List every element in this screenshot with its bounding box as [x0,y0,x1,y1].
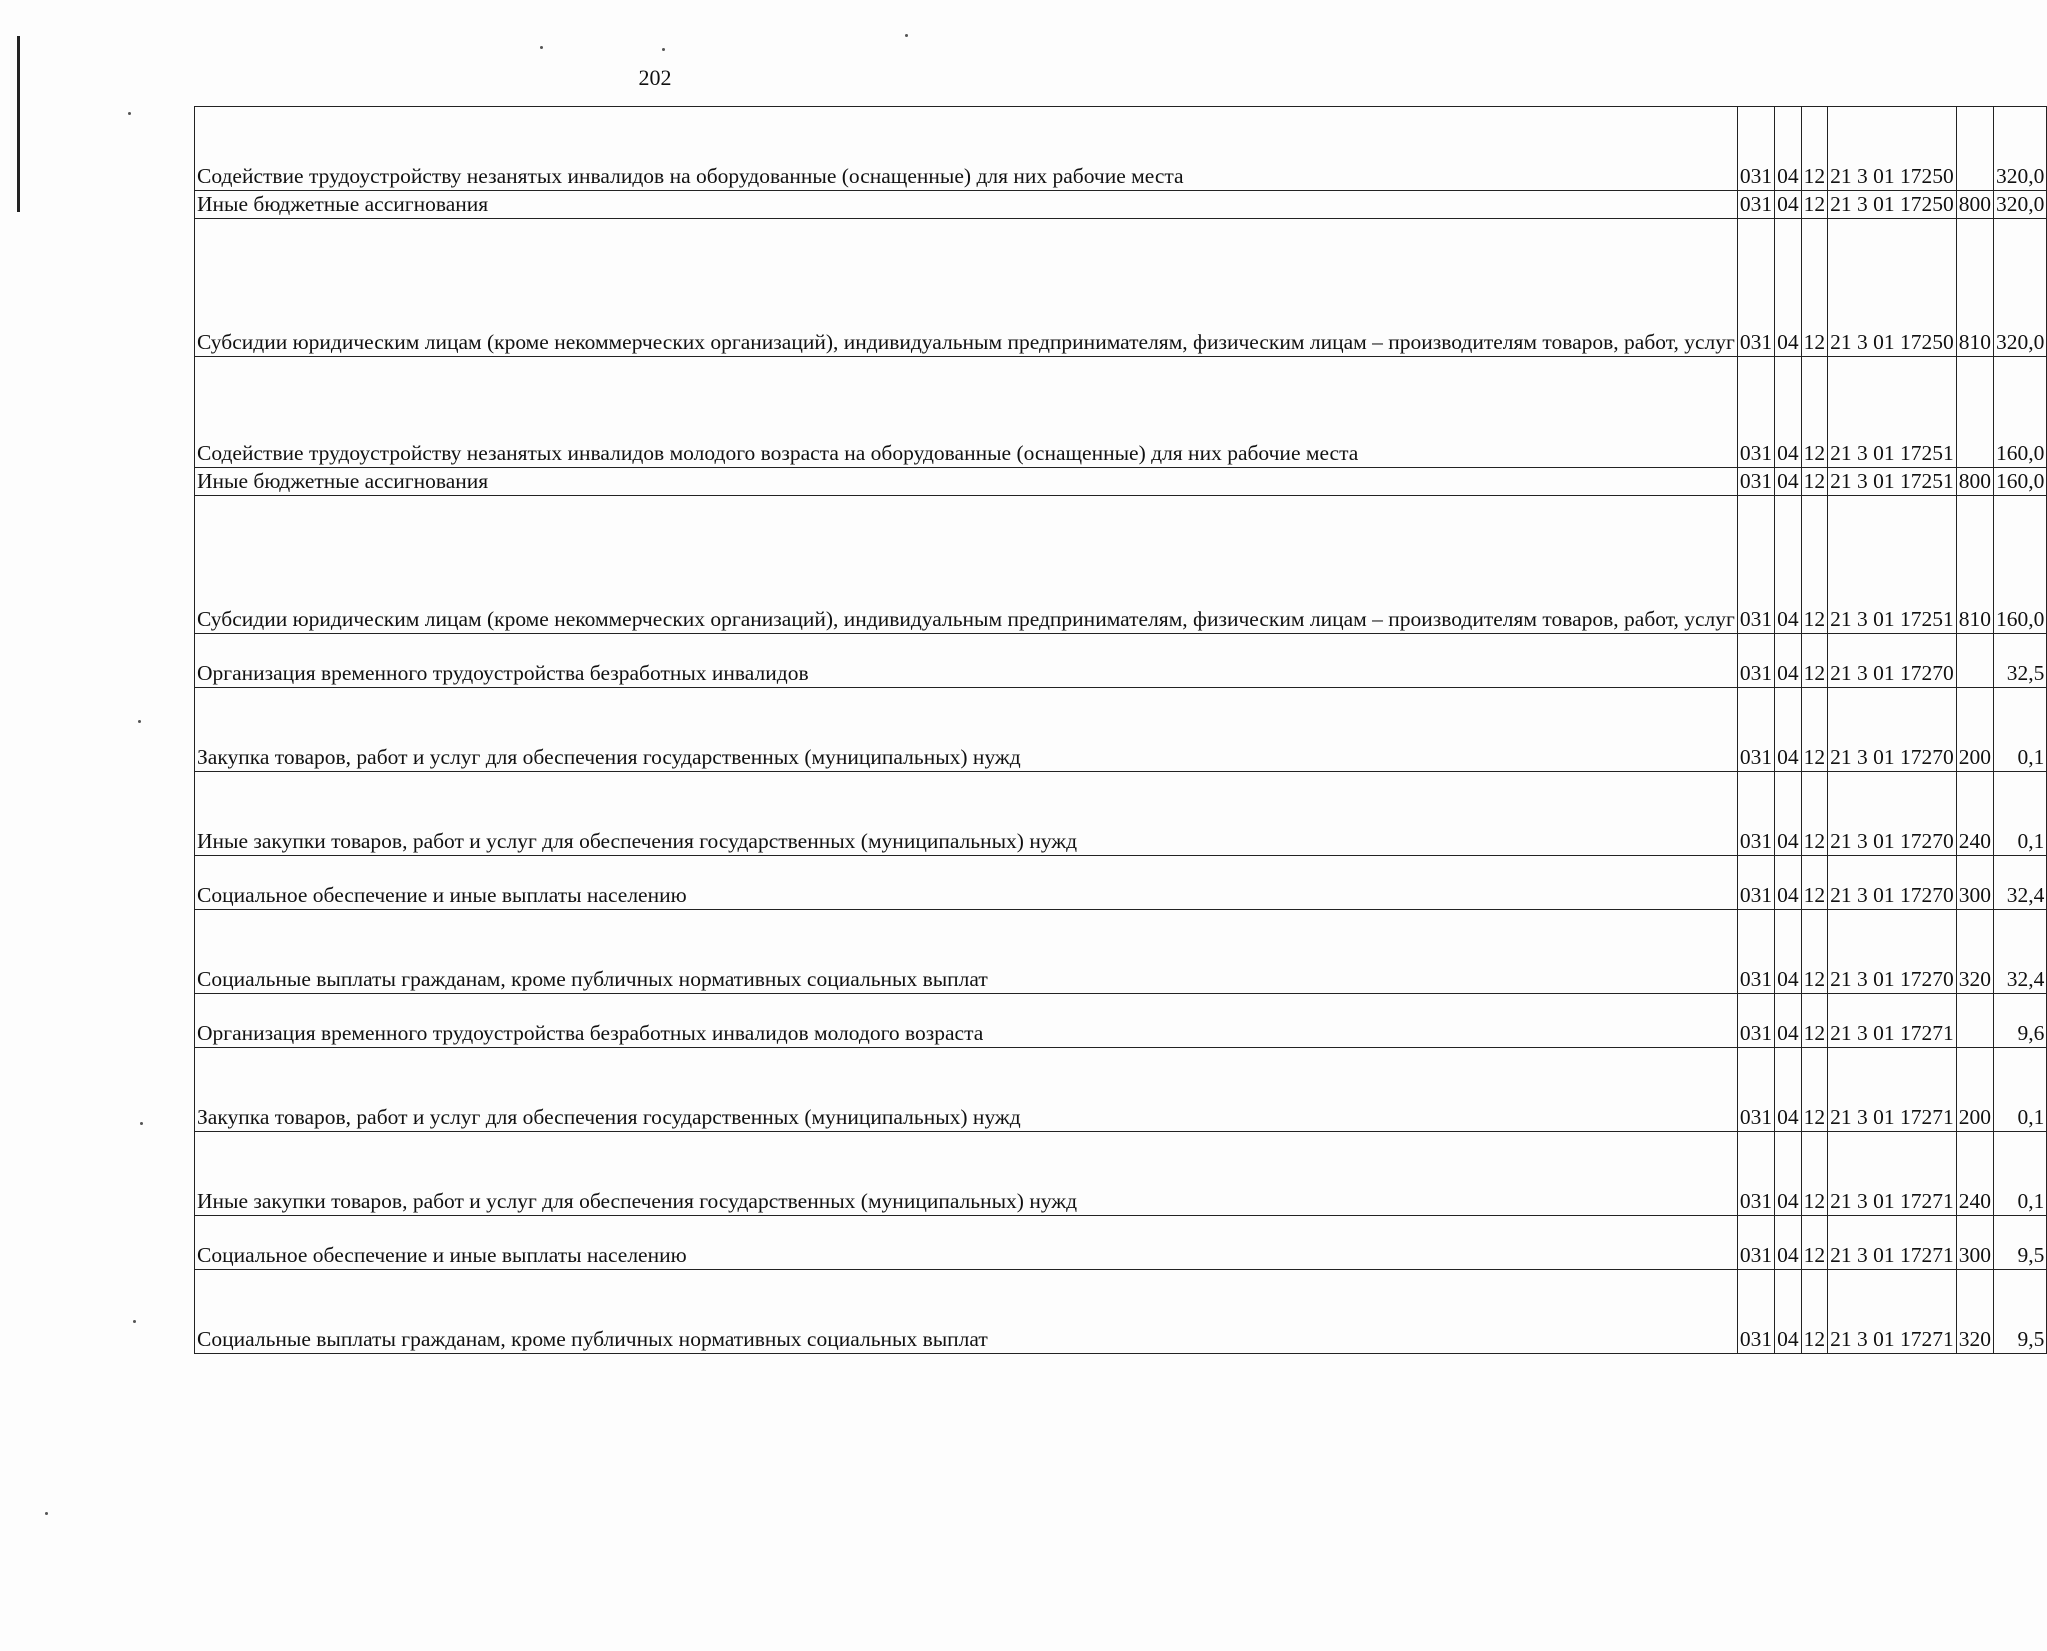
ministry-code: 031 [1737,468,1774,496]
row-name: Иные бюджетные ассигнования [195,191,1738,219]
section-code: 04 [1775,1048,1802,1132]
subsection-code: 12 [1801,994,1828,1048]
section-code: 04 [1775,107,1802,191]
row-name: Закупка товаров, работ и услуг для обеспечения государственных (муниципальных) нужд [195,1048,1738,1132]
section-code: 04 [1775,856,1802,910]
row-name: Содействие трудоустройству незанятых инвалидов молодого возраста на оборудованные (оснащенные) для них рабочие места [195,357,1738,468]
amount-value: 0,1 [1993,688,2046,772]
section-code: 04 [1775,1132,1802,1216]
section-code: 04 [1775,634,1802,688]
expense-type-code [1956,994,1993,1048]
amount-value: 9,6 [1993,994,2046,1048]
table-row [195,856,2047,910]
row-name: Закупка товаров, работ и услуг для обеспечения государственных (муниципальных) нужд [195,688,1738,772]
subsection-code: 12 [1801,1132,1828,1216]
program-code: 21 3 01 17270 [1828,910,1957,994]
program-code: 21 3 01 17271 [1828,1216,1957,1270]
program-code: 21 3 01 17271 [1828,1132,1957,1216]
table-row [195,1132,2047,1216]
program-code: 21 3 01 17271 [1828,1048,1957,1132]
ministry-code: 031 [1737,856,1774,910]
program-code: 21 3 01 17270 [1828,688,1957,772]
expense-type-code: 240 [1956,1132,1993,1216]
table-body [195,107,2047,1354]
amount-value: 0,1 [1993,772,2046,856]
row-name: Социальные выплаты гражданам, кроме публичных нормативных социальных выплат [195,1270,1738,1354]
expense-type-code: 320 [1956,1270,1993,1354]
ministry-code: 031 [1737,107,1774,191]
expense-type-code: 810 [1956,219,1993,357]
subsection-code: 12 [1801,357,1828,468]
table-row [195,910,2047,994]
subsection-code: 12 [1801,772,1828,856]
table-row [195,1216,2047,1270]
section-code: 04 [1775,357,1802,468]
program-code: 21 3 01 17250 [1828,191,1957,219]
subsection-code: 12 [1801,191,1828,219]
table-row [195,1270,2047,1354]
expense-type-code: 200 [1956,1048,1993,1132]
row-name: Социальные выплаты гражданам, кроме публичных нормативных социальных выплат [195,910,1738,994]
amount-value: 32,4 [1993,856,2046,910]
program-code: 21 3 01 17271 [1828,1270,1957,1354]
budget-table [194,106,2047,1354]
table-row [195,772,2047,856]
row-name: Иные закупки товаров, работ и услуг для обеспечения государственных (муниципальных) нужд [195,1132,1738,1216]
ministry-code: 031 [1737,772,1774,856]
expense-type-code [1956,634,1993,688]
ministry-code: 031 [1737,1132,1774,1216]
section-code: 04 [1775,496,1802,634]
scan-speck [662,48,665,51]
amount-value: 160,0 [1993,357,2046,468]
table-row [195,468,2047,496]
row-name: Содействие трудоустройству незанятых инвалидов на оборудованные (оснащенные) для них рабочие места [195,107,1738,191]
ministry-code: 031 [1737,219,1774,357]
scan-speck [138,720,141,723]
amount-value: 320,0 [1993,107,2046,191]
subsection-code: 12 [1801,107,1828,191]
section-code: 04 [1775,1270,1802,1354]
expense-type-code [1956,107,1993,191]
section-code: 04 [1775,468,1802,496]
amount-value: 0,1 [1993,1132,2046,1216]
section-code: 04 [1775,772,1802,856]
program-code: 21 3 01 17250 [1828,219,1957,357]
ministry-code: 031 [1737,496,1774,634]
subsection-code: 12 [1801,634,1828,688]
expense-type-code: 800 [1956,191,1993,219]
amount-value: 9,5 [1993,1270,2046,1354]
row-name: Иные бюджетные ассигнования [195,468,1738,496]
amount-value: 0,1 [1993,1048,2046,1132]
scan-speck [133,1320,136,1323]
row-name: Иные закупки товаров, работ и услуг для обеспечения государственных (муниципальных) нужд [195,772,1738,856]
program-code: 21 3 01 17250 [1828,107,1957,191]
ministry-code: 031 [1737,1048,1774,1132]
section-code: 04 [1775,994,1802,1048]
row-name: Социальное обеспечение и иные выплаты населению [195,856,1738,910]
amount-value: 320,0 [1993,191,2046,219]
expense-type-code: 240 [1956,772,1993,856]
ministry-code: 031 [1737,910,1774,994]
ministry-code: 031 [1737,994,1774,1048]
table-row [195,219,2047,357]
scan-speck [140,1122,143,1125]
row-name: Субсидии юридическим лицам (кроме некоммерческих организаций), индивидуальным предпринимателям, физическим лицам – производителям товаров, работ, услуг [195,496,1738,634]
ministry-code: 031 [1737,1216,1774,1270]
section-code: 04 [1775,910,1802,994]
subsection-code: 12 [1801,1048,1828,1132]
subsection-code: 12 [1801,219,1828,357]
program-code: 21 3 01 17270 [1828,634,1957,688]
scan-margin-bar [17,36,20,212]
scan-speck [45,1512,48,1515]
table-row [195,357,2047,468]
table-row [195,1048,2047,1132]
subsection-code: 12 [1801,688,1828,772]
expense-type-code: 800 [1956,468,1993,496]
ministry-code: 031 [1737,191,1774,219]
expense-type-code: 200 [1956,688,1993,772]
row-name: Социальное обеспечение и иные выплаты населению [195,1216,1738,1270]
expense-type-code: 300 [1956,1216,1993,1270]
table-row [195,634,2047,688]
section-code: 04 [1775,191,1802,219]
ministry-code: 031 [1737,634,1774,688]
scan-speck [540,46,543,49]
scan-speck [905,34,908,37]
amount-value: 160,0 [1993,468,2046,496]
table-row [195,107,2047,191]
ministry-code: 031 [1737,688,1774,772]
section-code: 04 [1775,688,1802,772]
program-code: 21 3 01 17271 [1828,994,1957,1048]
program-code: 21 3 01 17251 [1828,496,1957,634]
amount-value: 320,0 [1993,219,2046,357]
program-code: 21 3 01 17270 [1828,856,1957,910]
subsection-code: 12 [1801,856,1828,910]
amount-value: 32,4 [1993,910,2046,994]
subsection-code: 12 [1801,468,1828,496]
subsection-code: 12 [1801,910,1828,994]
section-code: 04 [1775,219,1802,357]
subsection-code: 12 [1801,496,1828,634]
amount-value: 32,5 [1993,634,2046,688]
expense-type-code: 320 [1956,910,1993,994]
subsection-code: 12 [1801,1216,1828,1270]
expense-type-code: 810 [1956,496,1993,634]
row-name: Организация временного трудоустройства безработных инвалидов [195,634,1738,688]
subsection-code: 12 [1801,1270,1828,1354]
table-row [195,994,2047,1048]
ministry-code: 031 [1737,357,1774,468]
program-code: 21 3 01 17251 [1828,357,1957,468]
table-row [195,688,2047,772]
expense-type-code: 300 [1956,856,1993,910]
amount-value: 160,0 [1993,496,2046,634]
expense-type-code [1956,357,1993,468]
row-name: Субсидии юридическим лицам (кроме некоммерческих организаций), индивидуальным предпринимателям, физическим лицам – производителям товаров, работ, услуг [195,219,1738,357]
scan-speck [128,112,131,115]
page-number: 202 [638,65,672,90]
program-code: 21 3 01 17270 [1828,772,1957,856]
table-row [195,496,2047,634]
ministry-code: 031 [1737,1270,1774,1354]
amount-value: 9,5 [1993,1216,2046,1270]
program-code: 21 3 01 17251 [1828,468,1957,496]
section-code: 04 [1775,1216,1802,1270]
table-row [195,191,2047,219]
row-name: Организация временного трудоустройства безработных инвалидов молодого возраста [195,994,1738,1048]
